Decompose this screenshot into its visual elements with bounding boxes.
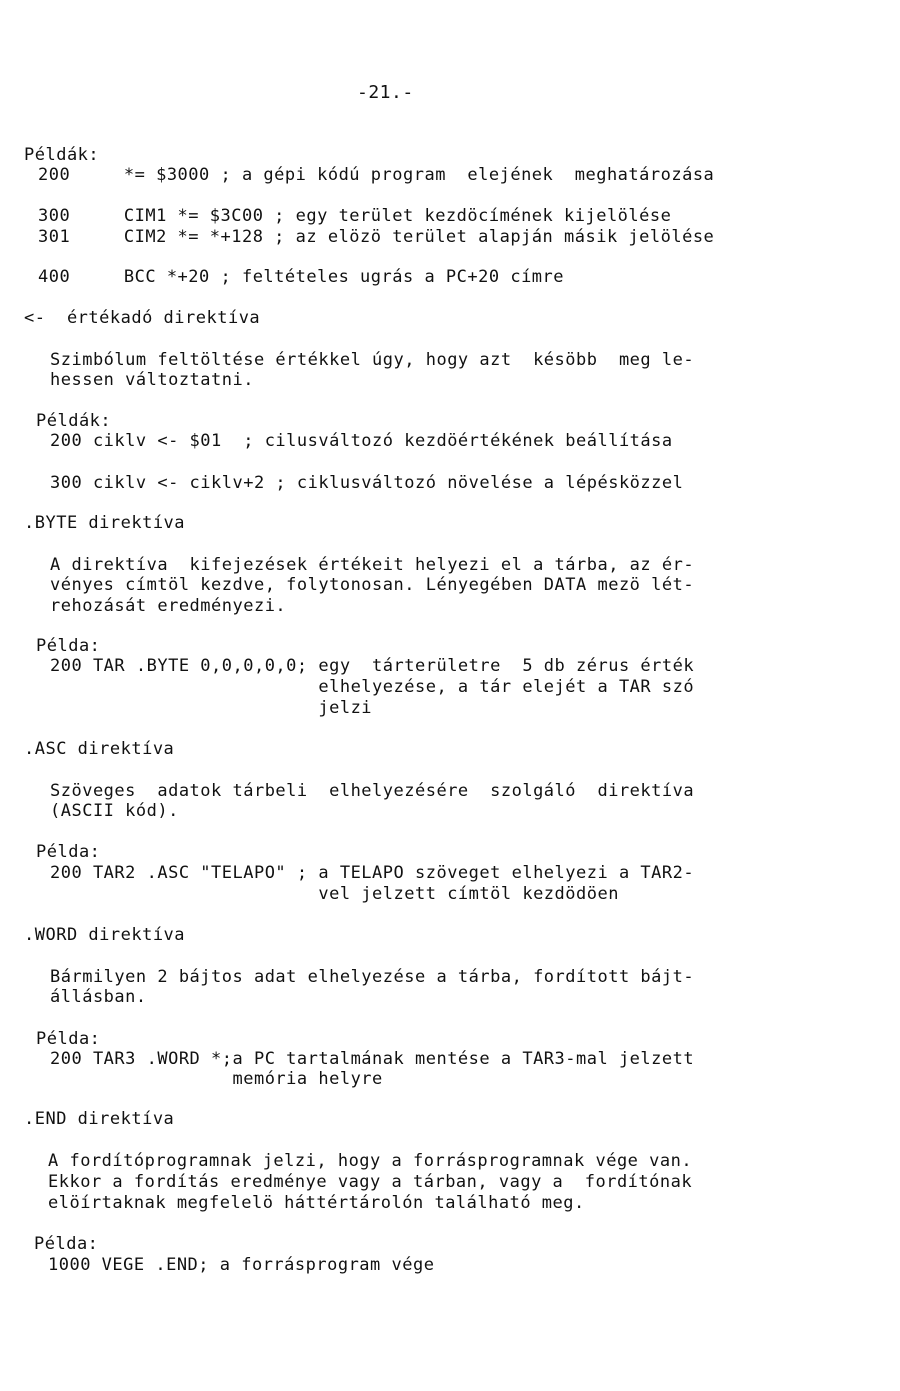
code-line: 300 CIM1 *= $3C00 ; egy terület kezdöcímének kijelölése — [38, 206, 672, 226]
description-line: elöírtaknak megfelelö háttértárolón található meg. — [48, 1193, 585, 1213]
code-line: 1000 VEGE .END; a forrásprogram vége — [48, 1255, 435, 1275]
code-line: 200 TAR2 .ASC "TELAPO" ; a TELAPO szöveget elhelyezi a TAR2- — [50, 863, 695, 883]
section-heading-byte: .BYTE direktíva — [24, 513, 186, 533]
description-line: Bármilyen 2 bájtos adat elhelyezése a tárba, fordított bájt- — [50, 967, 695, 987]
code-line: 300 ciklv <- ciklv+2 ; ciklusváltozó növelése a lépésközzel — [50, 473, 684, 493]
example-label: Példa: — [36, 842, 101, 862]
code-line: 200 ciklv <- $01 ; cilusváltozó kezdöértékének beállítása — [50, 431, 673, 451]
code-line: memória helyre — [50, 1069, 383, 1089]
example-label: Példa: — [36, 636, 101, 656]
code-line: 301 CIM2 *= *+128 ; az elözö terület alapján másik jelölése — [38, 227, 715, 247]
description-line: rehozását eredményezi. — [50, 596, 287, 616]
description-line: (ASCII kód). — [50, 801, 179, 821]
page-number: -21.- — [357, 82, 414, 103]
section-heading-asc: .ASC direktíva — [24, 739, 175, 759]
example-label: Példa: — [36, 1029, 101, 1049]
description-line: Ekkor a fordítás eredménye vagy a tárban, vagy a fordítónak — [48, 1172, 693, 1192]
code-line: vel jelzett címtöl kezdödöen — [50, 884, 619, 904]
code-line: 200 TAR3 .WORD *;a PC tartalmának mentése a TAR3-mal jelzett — [50, 1049, 695, 1069]
section-heading-assign: <- értékadó direktíva — [24, 308, 261, 328]
examples-label: Példák: — [24, 145, 100, 165]
description-line: állásban. — [50, 987, 147, 1007]
code-line: 200 TAR .BYTE 0,0,0,0,0; egy tárterületre 5 db zérus érték — [50, 656, 695, 676]
description-line: Szimbólum feltöltése értékkel úgy, hogy azt késöbb meg le- — [50, 350, 695, 370]
code-line: 200 *= $3000 ; a gépi kódú program elejének meghatározása — [38, 165, 715, 185]
section-heading-end: .END direktíva — [24, 1109, 175, 1129]
code-line: 400 BCC *+20 ; feltételes ugrás a PC+20 címre — [38, 267, 565, 287]
description-line: vényes címtöl kezdve, folytonosan. Lényegében DATA mezö lét- — [50, 575, 695, 595]
section-heading-word: .WORD direktíva — [24, 925, 186, 945]
examples-label: Példák: — [36, 411, 112, 431]
description-line: hessen változtatni. — [50, 370, 254, 390]
description-line: Szöveges adatok tárbeli elhelyezésére szolgáló direktíva — [50, 781, 695, 801]
description-line: A fordítóprogramnak jelzi, hogy a forrásprogramnak vége van. — [48, 1151, 693, 1171]
code-line: jelzi — [50, 698, 373, 718]
example-label: Példa: — [34, 1234, 99, 1254]
code-line: elhelyezése, a tár elejét a TAR szó — [50, 677, 695, 697]
description-line: A direktíva kifejezések értékeit helyezi el a tárba, az ér- — [50, 555, 695, 575]
